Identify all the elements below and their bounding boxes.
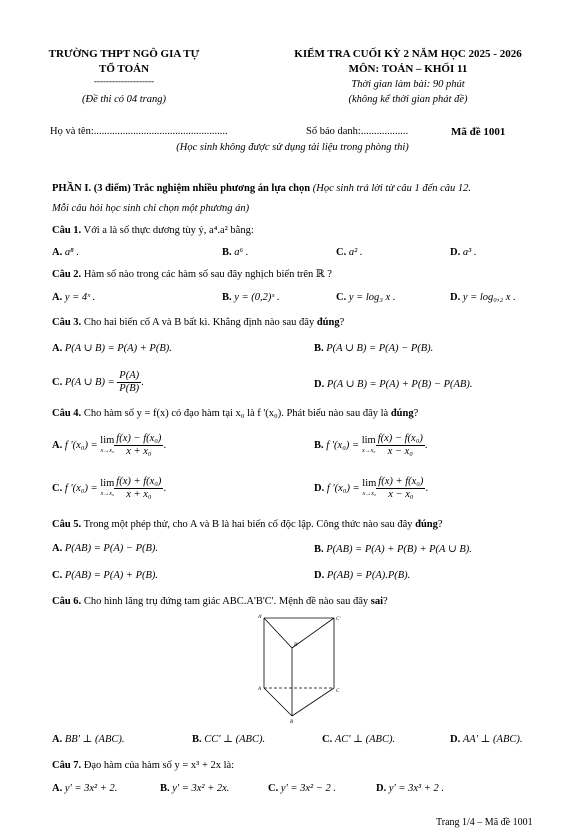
q4-option-d[interactable]: D. f '(x₀) = lim x→x₀ $\frac{\text{f(x) + f(x₀)}}{\text{x − x₀}}$ . bbox=[314, 476, 429, 500]
q6-text: Cho hình lăng trụ đứng tam giác ABC.A'B'C'. Mệnh đề nào sau đây bbox=[81, 596, 371, 607]
q4-text: Cho hàm số y = f(x) có đạo hàm tại x₀ là f '(x₀). Phát biểu nào sau đây là bbox=[81, 408, 391, 419]
q5-label: Câu 5. bbox=[52, 519, 82, 530]
no-materials-note: (Học sinh không được sử dụng tài liệu trong phòng thi) bbox=[176, 142, 409, 153]
school-name: TRƯỜNG THPT NGÔ GIA TỰ bbox=[48, 48, 200, 60]
label-B: B bbox=[290, 720, 294, 724]
q7-label: Câu 7. bbox=[52, 760, 82, 771]
q4-option-a[interactable]: A. f '(x₀) = lim x→x₀ $\frac{\text{f(x) − f(x₀)}}{\text{x + x₀}}$ . bbox=[52, 433, 167, 457]
q1-option-c[interactable]: C. a² . bbox=[336, 247, 363, 258]
part1-instruction: (Học sinh trả lời từ câu 1 đến câu 12. bbox=[310, 183, 472, 194]
q4-option-c[interactable]: C. f '(x₀) = lim x→x₀ $\frac{\text{f(x) + f(x₀)}}{\text{x + x₀}}$ . bbox=[52, 476, 167, 500]
exam-time: Thời gian làm bài: 90 phút bbox=[351, 79, 465, 90]
q3-label: Câu 3. bbox=[52, 317, 82, 328]
time-note: (không kể thời gian phát đề) bbox=[348, 94, 468, 105]
q5-option-d[interactable]: D. P(AB) = P(A).P(B). bbox=[314, 570, 411, 581]
q4-option-b[interactable]: B. f '(x₀) = lim x→x₀ $\frac{\text{f(x) − f(x₀)}}{\text{x − x₀}}$ . bbox=[314, 433, 428, 457]
q3-option-b[interactable]: B. P(A ∪ B) = P(A) − P(B). bbox=[314, 343, 434, 354]
part1-heading bbox=[52, 183, 471, 194]
part1-title: PHẦN I. (3 điểm) Trắc nghiệm nhiều phương án lựa chọn bbox=[52, 183, 311, 194]
part1-instruction-2: Mỗi câu hỏi học sinh chỉ chọn một phương án) bbox=[52, 203, 250, 214]
header-dashes: -------------------- bbox=[94, 76, 154, 86]
q2-option-b[interactable]: B. y = (0,2)ˣ . bbox=[222, 292, 280, 303]
q1-label: Câu 1. bbox=[52, 225, 82, 236]
q2-option-a[interactable]: A. y = 4ˣ . bbox=[52, 292, 96, 303]
department: TỔ TOÁN bbox=[98, 63, 150, 75]
question-6: Câu 6. Cho hình lăng trụ đứng tam giác ABC.A'B'C'. Mệnh đề nào sau đây sai? bbox=[52, 596, 388, 607]
label-C: C bbox=[336, 689, 340, 694]
q1-text: Với a là số thực dương tùy ý, a⁴.a² bằng: bbox=[81, 225, 254, 236]
q5-option-b[interactable]: B. P(AB) = P(A) + P(B) + P(A ∪ B). bbox=[314, 544, 472, 555]
q7-option-d[interactable]: D. y' = 3x³ + 2 . bbox=[376, 783, 444, 794]
question-2 bbox=[52, 268, 332, 280]
q6-option-b[interactable]: B. CC' ⊥ (ABC). bbox=[192, 734, 266, 745]
q6-option-a[interactable]: A. BB' ⊥ (ABC). bbox=[52, 734, 125, 745]
question-3: Câu 3. Cho hai biến cố A và B bất kì. Khẳng định nào sau đây đúng? bbox=[52, 317, 345, 328]
page-footer: Trang 1/4 – Mã đề 1001 bbox=[436, 817, 533, 828]
exam-code: Mã đề 1001 bbox=[451, 126, 506, 138]
subject: MÔN: TOÁN – KHỐI 11 bbox=[348, 63, 468, 75]
q4-label: Câu 4. bbox=[52, 408, 82, 419]
label-C1: C' bbox=[336, 617, 341, 622]
prism-figure bbox=[240, 612, 350, 724]
q6-option-d[interactable]: D. AA' ⊥ (ABC). bbox=[450, 734, 523, 745]
q6-option-c[interactable]: C. AC' ⊥ (ABC). bbox=[322, 734, 396, 745]
question-7 bbox=[52, 760, 234, 771]
q1-option-d[interactable]: D. a³ . bbox=[450, 247, 477, 258]
question-1 bbox=[52, 225, 254, 236]
q3-option-a[interactable]: A. P(A ∪ B) = P(A) + P(B). bbox=[52, 343, 172, 354]
question-4: Câu 4. Cho hàm số y = f(x) có đạo hàm tại x₀ là f '(x₀). Phát biểu nào sau đây là đúng? bbox=[52, 408, 419, 419]
q5-option-a[interactable]: A. P(AB) = P(A) − P(B). bbox=[52, 543, 159, 554]
question-5: Câu 5. Trong một phép thử, cho A và B là hai biến cố độc lập. Công thức nào sau đây đúng? bbox=[52, 519, 443, 530]
q5-text: Trong một phép thử, cho A và B là hai biến cố độc lập. Công thức nào sau đây bbox=[81, 519, 416, 530]
q2-label: Câu 2. bbox=[52, 269, 82, 280]
q6-label: Câu 6. bbox=[52, 596, 82, 607]
q7-option-b[interactable]: B. y' = 3x² + 2x. bbox=[160, 783, 230, 794]
q3-option-d[interactable]: D. P(A ∪ B) = P(A) + P(B) − P(AB). bbox=[314, 379, 473, 390]
q7-option-a[interactable]: A. y' = 3x² + 2. bbox=[52, 783, 118, 794]
label-B1: B' bbox=[294, 643, 299, 648]
q3-text: Cho hai biến cố A và B bất kì. Khẳng định nào sau đây bbox=[81, 317, 317, 328]
q2-option-c[interactable]: C. y = log₃ x . bbox=[336, 292, 396, 303]
q7-text: Đạo hàm của hàm số y = x³ + 2x là: bbox=[81, 760, 235, 771]
pages-note: (Đề thi có 04 trang) bbox=[82, 94, 166, 105]
q1-option-b[interactable]: B. a⁶ . bbox=[222, 247, 249, 258]
exam-title: KIỂM TRA CUỐI KỲ 2 NĂM HỌC 2025 - 2026 bbox=[294, 48, 522, 60]
label-A1: A' bbox=[258, 615, 263, 620]
id-field-label: Số báo danh:.................. bbox=[306, 126, 409, 137]
q5-option-c[interactable]: C. P(AB) = P(A) + P(B). bbox=[52, 570, 159, 581]
q1-option-a[interactable]: A. a⁸ . bbox=[52, 247, 79, 258]
label-A: A bbox=[258, 687, 262, 692]
q7-option-c[interactable]: C. y' = 3x² − 2 . bbox=[268, 783, 336, 794]
q3-option-c[interactable]: C. P(A ∪ B) = $\frac{P(A)}{P(B)}$ . bbox=[52, 370, 144, 394]
q2-option-d[interactable]: D. y = log₀,₂ x . bbox=[450, 292, 516, 303]
q2-text: Hàm số nào trong các hàm số sau đây nghịch biến trên ℝ ? bbox=[81, 269, 332, 280]
q3-emphasis: đúng bbox=[316, 317, 340, 328]
name-field-label: Họ và tên:................................................... bbox=[50, 126, 228, 137]
